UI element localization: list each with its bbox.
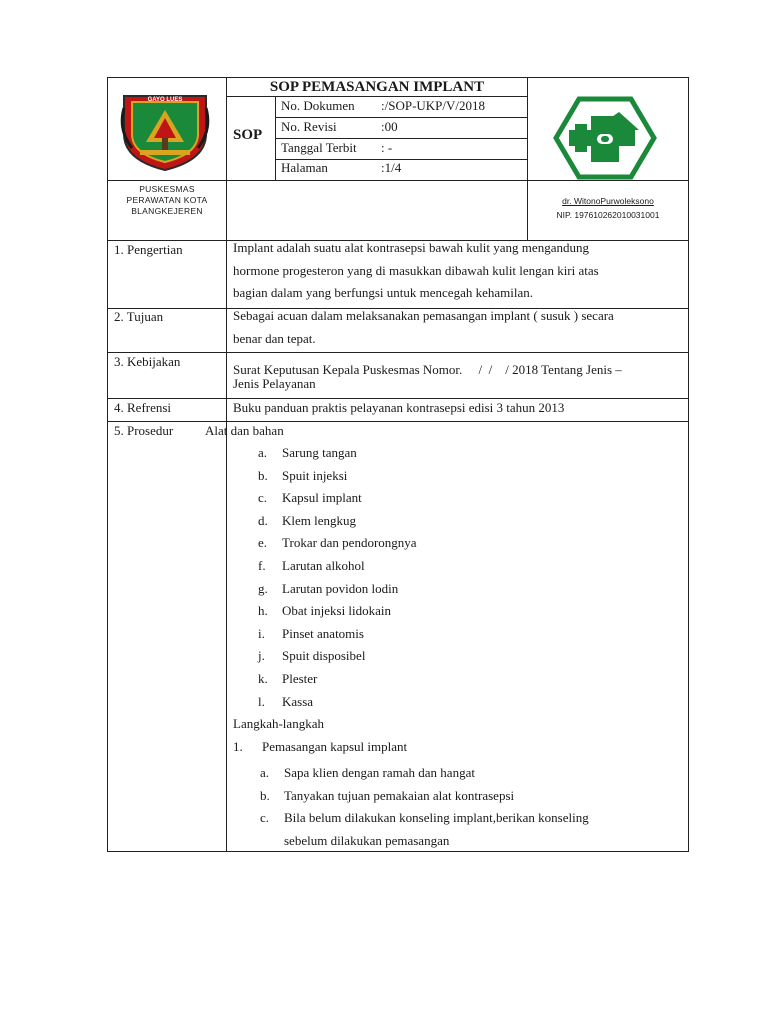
list-item: h. Obat injeksi lidokain <box>258 603 392 619</box>
tools-list <box>258 444 417 715</box>
puskesmas-logo <box>553 96 657 180</box>
pengertian-line-2: hormone progesteron yang di masukkan dibawah kulit lengan kiri atas <box>233 262 599 278</box>
steps-heading: Langkah-langkah <box>233 716 324 731</box>
section-label-kebijakan: 3. Kebijakan <box>114 354 181 369</box>
list-item: j. Spuit disposibel <box>258 648 366 664</box>
meta-divider-2 <box>275 138 527 139</box>
pengertian-line-1: Implant adalah suatu alat kontrasepsi bawah kulit yang mengandung <box>233 240 589 255</box>
list-item: a. Sapa klien dengan ramah dan hangat <box>260 765 475 780</box>
step-1: 1. Pemasangan kapsul implant <box>233 739 408 754</box>
meta-label-no-revisi: No. Revisi <box>281 119 337 134</box>
sop-column-divider <box>275 96 276 180</box>
list-item: c. Bila belum dilakukan konseling implant,berikan konseling sebelum dilakukan pemasangan <box>260 810 589 848</box>
title-divider <box>227 96 527 97</box>
tujuan-text <box>233 305 614 350</box>
document-title: SOP PEMASANGAN IMPLANT <box>269 79 485 95</box>
meta-label-halaman: Halaman <box>281 160 328 175</box>
section-label-tujuan: 2. Tujuan <box>114 309 164 324</box>
meta-value-tanggal-terbit: : - <box>381 140 393 155</box>
row-divider-4 <box>107 421 689 422</box>
section-label-pengertian: 1. Pengertian <box>114 242 183 257</box>
meta-label-no-dokumen: No. Dokumen <box>281 98 355 113</box>
pengertian-text <box>233 237 599 305</box>
regional-emblem-logo <box>118 90 212 172</box>
list-item: b. Spuit injeksi <box>258 467 348 483</box>
tujuan-line-2: benar dan tepat. <box>233 330 316 346</box>
meta-value-no-dokumen: :/SOP-UKP/V/2018 <box>381 98 486 113</box>
header-bottom-line <box>107 180 689 181</box>
frame-right <box>688 77 689 852</box>
org-line-2: PERAWATAN KOTA <box>126 195 208 205</box>
row-divider-2 <box>107 352 689 353</box>
list-item: i. Pinset anatomis <box>258 625 364 641</box>
list-item: e. Trokar dan pendorongnya <box>258 535 417 551</box>
section-label-prosedur: 5. Prosedur <box>114 423 174 438</box>
kebijakan-line-1: Surat Keputusan Kepala Puskesmas Nomor. / / / 2018 Tentang Jenis – <box>233 362 622 377</box>
substeps-list <box>260 762 589 852</box>
list-item: b. Tanyakan tujuan pemakaian alat kontrasepsi <box>260 787 515 803</box>
list-item: c. Kapsul implant <box>258 490 362 506</box>
list-item: d. Klem lengkug <box>258 512 357 528</box>
org-line-3: BLANGKEJEREN <box>131 206 203 216</box>
list-item: l. Kassa <box>258 693 314 709</box>
meta-value-halaman: :1/4 <box>381 160 402 175</box>
sop-label: SOP <box>233 127 263 143</box>
row-divider-3 <box>107 398 689 399</box>
list-item: a. Sarung tangan <box>258 445 357 460</box>
tujuan-line-1: Sebagai acuan dalam melaksanakan pemasangan implant ( susuk ) secara <box>233 308 614 323</box>
list-item: f. Larutan alkohol <box>258 557 365 573</box>
pengertian-line-3: bagian dalam yang berfungsi untuk mencegah kehamilan. <box>233 285 533 300</box>
meta-value-no-revisi: :00 <box>381 119 398 134</box>
meta-label-tanggal-terbit: Tanggal Terbit <box>281 140 357 155</box>
refrensi-text: Buku panduan praktis pelayanan kontrasepsi edisi 3 tahun 2013 <box>233 400 565 415</box>
signer-name: dr. WitonoPurwoleksono <box>562 196 654 206</box>
emblem-lettering: GAYO LUES <box>147 97 183 103</box>
signer-nip: NIP. 197610262010031001 <box>556 210 660 220</box>
section-label-refrensi: 4. Refrensi <box>114 400 172 415</box>
meta-divider-1 <box>275 117 527 118</box>
org-line-1: PUSKESMAS <box>139 184 195 194</box>
kebijakan-line-2: Jenis Pelayanan <box>233 376 316 391</box>
list-item: k. Plester <box>258 670 318 686</box>
list-item: g. Larutan povidon lodin <box>258 580 399 596</box>
label-column-divider <box>226 77 227 852</box>
organization-name <box>108 184 226 217</box>
prosedur-heading: Alat dan bahan <box>205 423 284 438</box>
